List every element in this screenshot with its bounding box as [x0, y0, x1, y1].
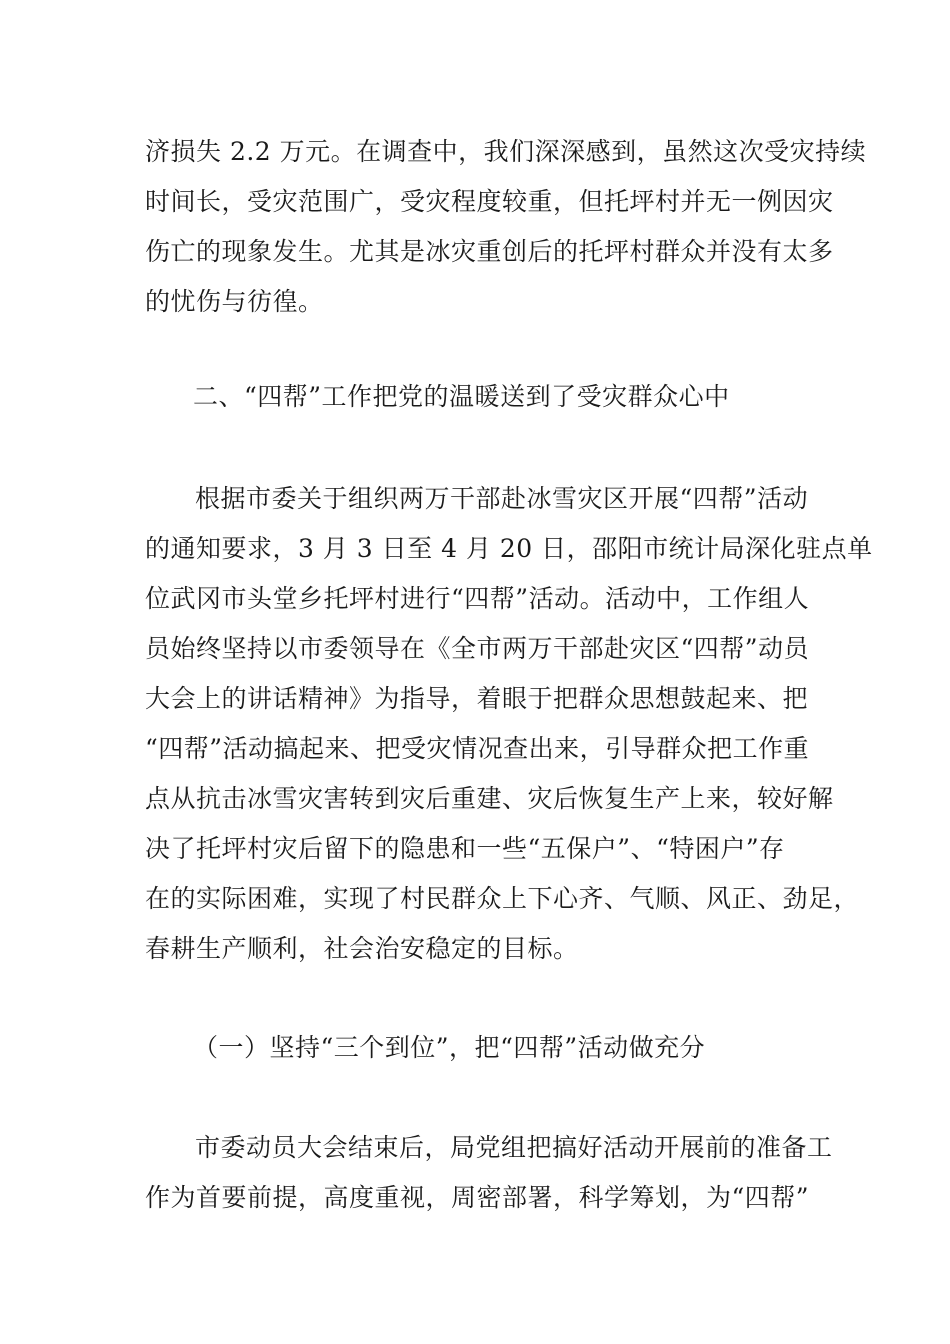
subsection-heading-1: （一）坚持“三个到位”，把“四帮”活动做充分 [193, 1033, 706, 1062]
paragraph-2-line-8: 决了托坪村灾后留下的隐患和一些“五保户”、“特困户”存 [145, 834, 785, 863]
paragraph-2-line-10: 春耕生产顺利，社会治安稳定的目标。 [145, 934, 579, 963]
paragraph-1-line-1: 济损失 2.2 万元。在调查中，我们深深感到，虽然这次受灾持续 [145, 137, 867, 166]
paragraph-3-line-2: 作为首要前提，高度重视，周密部署，科学筹划，为“四帮” [145, 1183, 810, 1212]
paragraph-2-line-3: 位武冈市头堂乡托坪村进行“四帮”活动。活动中，工作组人 [145, 584, 810, 613]
paragraph-1-line-2: 时间长，受灾范围广，受灾程度较重，但托坪村并无一例因灾 [145, 187, 834, 216]
paragraph-3-line-1: 市委动员大会结束后，局党组把搞好活动开展前的准备工 [195, 1133, 833, 1162]
paragraph-2-line-4: 员始终坚持以市委领导在《全市两万干部赴灾区“四帮”动员 [145, 634, 810, 663]
paragraph-2-line-7: 点从抗击冰雪灾害转到灾后重建、灾后恢复生产上来，较好解 [145, 784, 834, 813]
paragraph-1-line-4: 的忧伤与彷徨。 [145, 287, 324, 316]
paragraph-2-line-2: 的通知要求，3 月 3 日至 4 月 20 日，邵阳市统计局深化驻点单 [145, 534, 873, 563]
paragraph-2-line-5: 大会上的讲话精神》为指导，着眼于把群众思想鼓起来、把 [145, 684, 809, 713]
paragraph-2-line-6: “四帮”活动搞起来、把受灾情况查出来，引导群众把工作重 [145, 734, 810, 763]
section-heading-2: 二、“四帮”工作把党的温暖送到了受灾群众心中 [193, 382, 730, 411]
paragraph-1-line-3: 伤亡的现象发生。尤其是冰灾重创后的托坪村群众并没有太多 [145, 237, 834, 266]
paragraph-2-line-1: 根据市委关于组织两万干部赴冰雪灾区开展“四帮”活动 [195, 484, 809, 513]
paragraph-2-line-9: 在的实际困难，实现了村民群众上下心齐、气顺、风正、劲足， [145, 884, 860, 913]
